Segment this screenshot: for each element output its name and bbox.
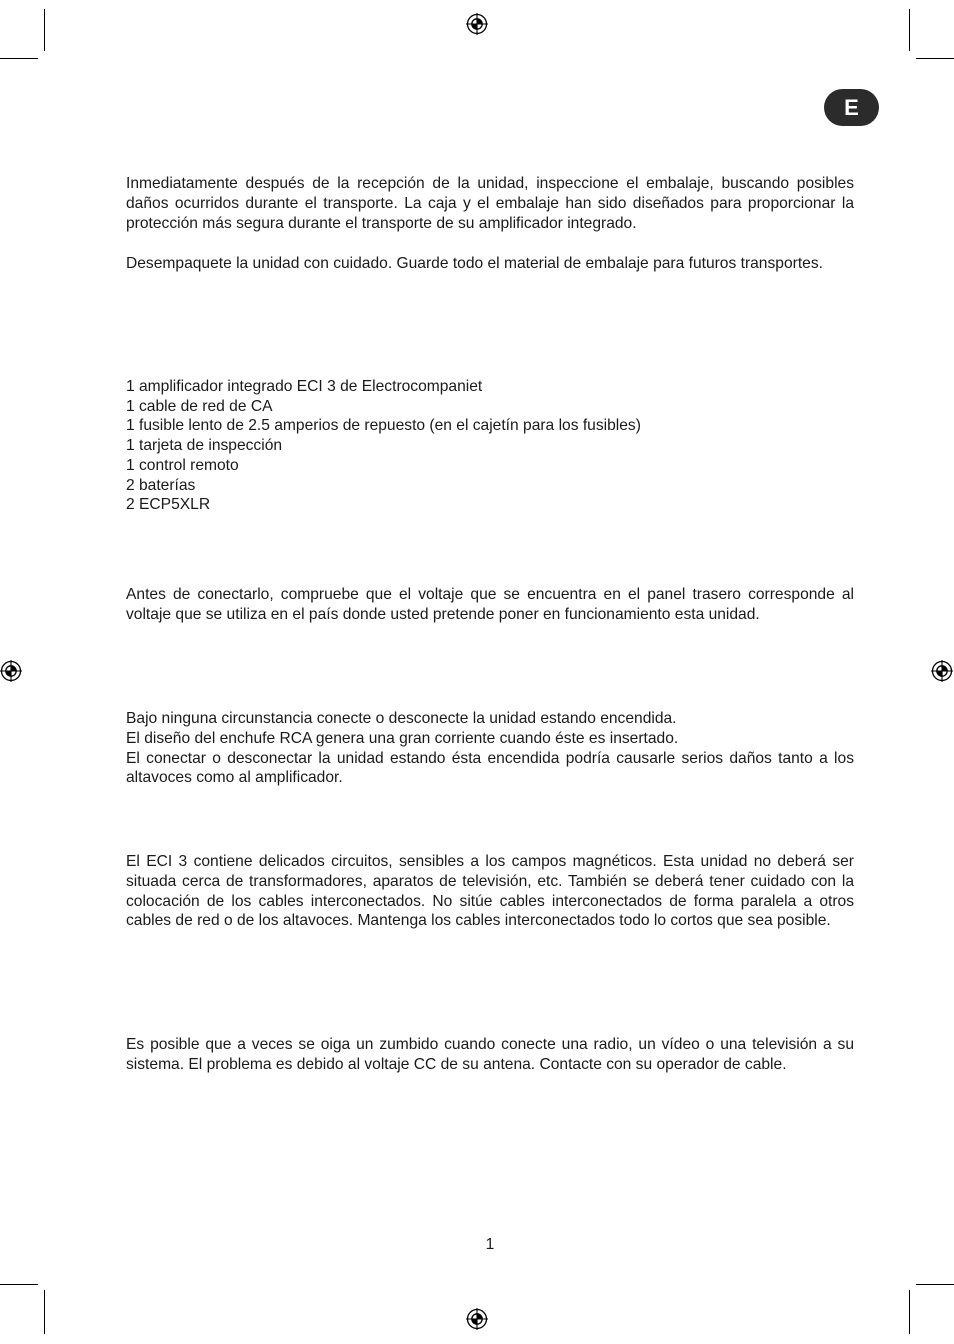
hum-paragraph: Es posible que a veces se oiga un zumbido cuando conecte una radio, un vídeo o una televisión a su sistema. El problema es debido al voltaje CC de su antena. Contacte con su operador de cable. <box>126 1036 854 1073</box>
page-number: 1 <box>485 1236 495 1253</box>
list-item: 1 fusible lento de 2.5 amperios de repuesto (en el cajetín para los fusibles) <box>126 417 641 435</box>
crop-mark-bottom-right-horizontal <box>916 1284 954 1285</box>
connection-paragraph <box>126 709 854 788</box>
connection-line: Bajo ninguna circunstancia conecte o desconecte la unidad estando encendida. <box>126 710 677 727</box>
package-contents-list <box>126 377 854 515</box>
registration-mark-icon <box>931 660 953 682</box>
crop-mark-bottom-left-horizontal <box>0 1284 38 1285</box>
registration-mark-icon <box>466 1308 488 1330</box>
crop-mark-top-left-horizontal <box>0 58 38 59</box>
list-item: 1 cable de red de CA <box>126 397 273 415</box>
registration-mark-icon <box>0 660 22 682</box>
voltage-paragraph: Antes de conectarlo, compruebe que el voltaje que se encuentra en el panel trasero corresponde al voltaje que se utiliza en el país donde usted pretende poner en funcionamiento esta unidad. <box>126 586 854 623</box>
connection-line: El diseño del enchufe RCA genera una gran corriente cuando éste es insertado. <box>126 729 679 747</box>
list-item: 2 ECP5XLR <box>126 496 211 514</box>
language-badge: E <box>824 89 879 126</box>
list-item: 1 control remoto <box>126 456 239 474</box>
list-item: 1 amplificador integrado ECI 3 de Electrocompaniet <box>126 378 483 395</box>
crop-mark-top-right-horizontal <box>916 58 954 59</box>
crop-mark-bottom-left-vertical <box>44 1290 45 1334</box>
crop-mark-top-right-vertical <box>909 9 910 51</box>
unpack-paragraph: Desempaquete la unidad con cuidado. Guarde todo el material de embalaje para futuros transportes. <box>126 255 823 272</box>
crop-mark-bottom-right-vertical <box>909 1290 910 1334</box>
registration-mark-icon <box>466 13 488 35</box>
placement-paragraph: El ECI 3 contiene delicados circuitos, sensibles a los campos magnéticos. Esta unidad no deberá ser situada cerca de transformadores, aparatos de televisión, etc. También se deberá tener cuidado con la colocación de los cables interconectados. No sitúe cables interconectados de forma paralela a otros cables de red o de los altavoces. Mantenga los cables interconectados todo lo cortos que sea posible. <box>126 853 854 930</box>
connection-line: El conectar o desconectar la unidad estando ésta encendida podría causarle serios daños tanto a los altavoces como al amplificador. <box>126 749 854 787</box>
list-item: 1 tarjeta de inspección <box>126 437 283 455</box>
list-item: 2 baterías <box>126 476 196 494</box>
crop-mark-top-left-vertical <box>44 9 45 51</box>
inspection-paragraph: Inmediatamente después de la recepción de la unidad, inspeccione el embalaje, buscando posibles daños ocurridos durante el transporte. La caja y el embalaje han sido diseñados para proporcionar la protección más segura durante el transporte de su amplificador integrado. <box>126 175 854 232</box>
